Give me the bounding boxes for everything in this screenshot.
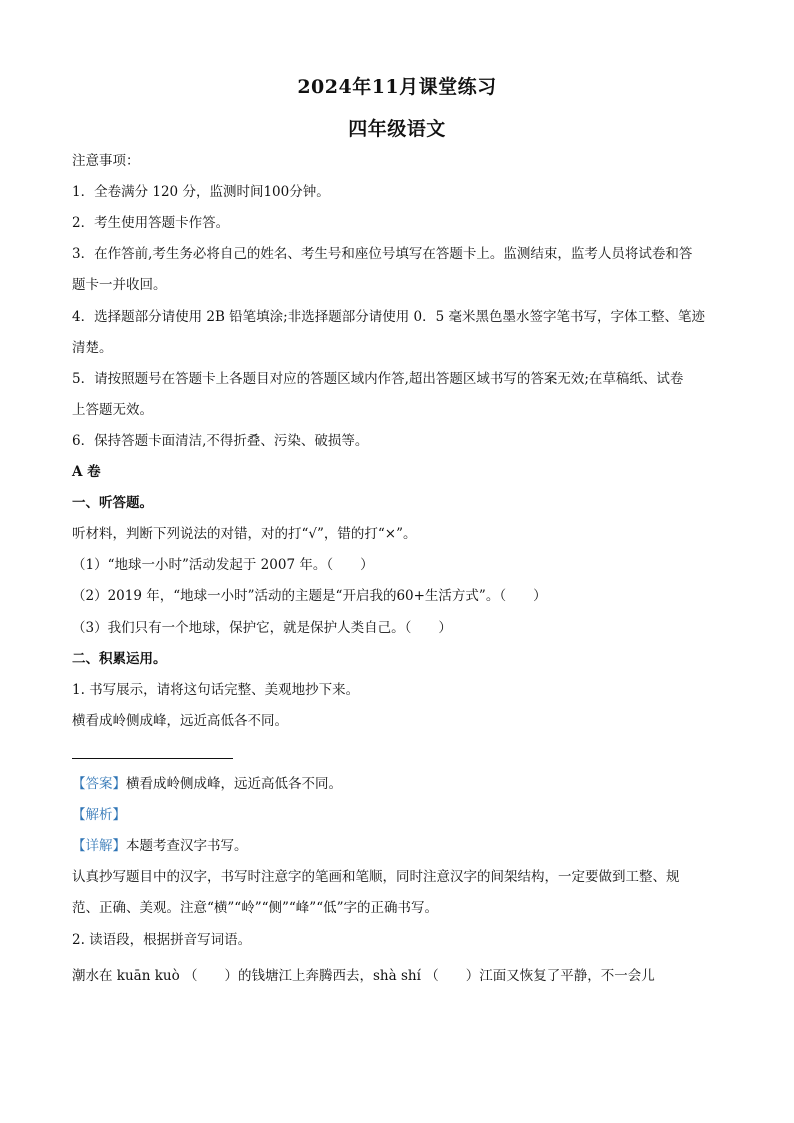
- detail-row: [72, 836, 722, 856]
- document-subtitle: 四年级语文: [348, 118, 446, 140]
- detail-tag: 【详解】: [72, 838, 126, 854]
- notice-item: 5．请按照题号在答题卡上各题目对应的答题区域内作答,超出答题区域书写的答案无效;在草稿纸、试卷: [72, 371, 684, 387]
- question-prompt: 1. 书写展示，请将这句话完整、美观地抄下来。: [72, 682, 360, 698]
- document-title: 2024年11月课堂练习: [297, 76, 497, 98]
- notice-item: 6．保持答题卡面清洁,不得折叠、污染、破损等。: [72, 433, 369, 449]
- notice-item: 3．在作答前,考生务必将自己的姓名、考生号和座位号填写在答题卡上。监测结束，监考人员将试卷和答: [72, 246, 693, 262]
- notice-heading: 注意事项：: [72, 153, 140, 169]
- question-text: 横看成岭侧成峰，远近高低各不同。: [72, 713, 288, 729]
- question-prompt: 2. 读语段，根据拼音写词语。: [72, 932, 252, 948]
- section-heading: A 卷: [72, 464, 101, 480]
- notice-item: 题卡一并收回。: [72, 277, 167, 293]
- answer-text: 横看成岭侧成峰，远近高低各不同。: [126, 776, 342, 792]
- answer-line: [72, 758, 233, 759]
- notice-item: 清楚。: [72, 340, 113, 356]
- explanation-line: 范、正确、美观。注意“横”“岭”“侧”“峰”“低”字的正确书写。: [72, 900, 439, 916]
- detail-text: 本题考查汉字书写。: [126, 838, 248, 854]
- analysis-tag: 【解析】: [72, 807, 126, 823]
- part1-heading: 一、听答题。: [72, 495, 153, 511]
- notice-item: 上答题无效。: [72, 402, 153, 418]
- notice-item: 4．选择题部分请使用 2B 铅笔填涂;非选择题部分请使用 0．5 毫米黑色墨水签字笔书写，字体工整、笔迹: [72, 309, 705, 325]
- question-item: （3）我们只有一个地球，保护它，就是保护人类自己。（ ）: [72, 620, 452, 636]
- explanation-line: 认真抄写题目中的汉字，书写时注意字的笔画和笔顺，同时注意汉字的间架结构，一定要做到工整、规: [72, 869, 680, 885]
- question-item: （2）2019 年，“地球一小时”活动的主题是“开启我的60+生活方式”。（ ）: [72, 588, 547, 604]
- question-text: 潮水在 kuān kuò （ ）的钱塘江上奔腾西去，shà shí （ ）江面又恢复了平静，不一会儿: [72, 968, 655, 984]
- part2-heading: 二、积累运用。: [72, 651, 167, 667]
- question-item: （1）“地球一小时”活动发起于 2007 年。（ ）: [72, 557, 374, 573]
- notice-item: 1．全卷满分 120 分，监测时间100分钟。: [72, 184, 330, 200]
- answer-row: [72, 774, 722, 794]
- answer-tag: 【答案】: [72, 776, 126, 792]
- part1-instruction: 听材料，判断下列说法的对错，对的打“√”，错的打“×”。: [72, 526, 417, 542]
- notice-item: 2．考生使用答题卡作答。: [72, 215, 230, 231]
